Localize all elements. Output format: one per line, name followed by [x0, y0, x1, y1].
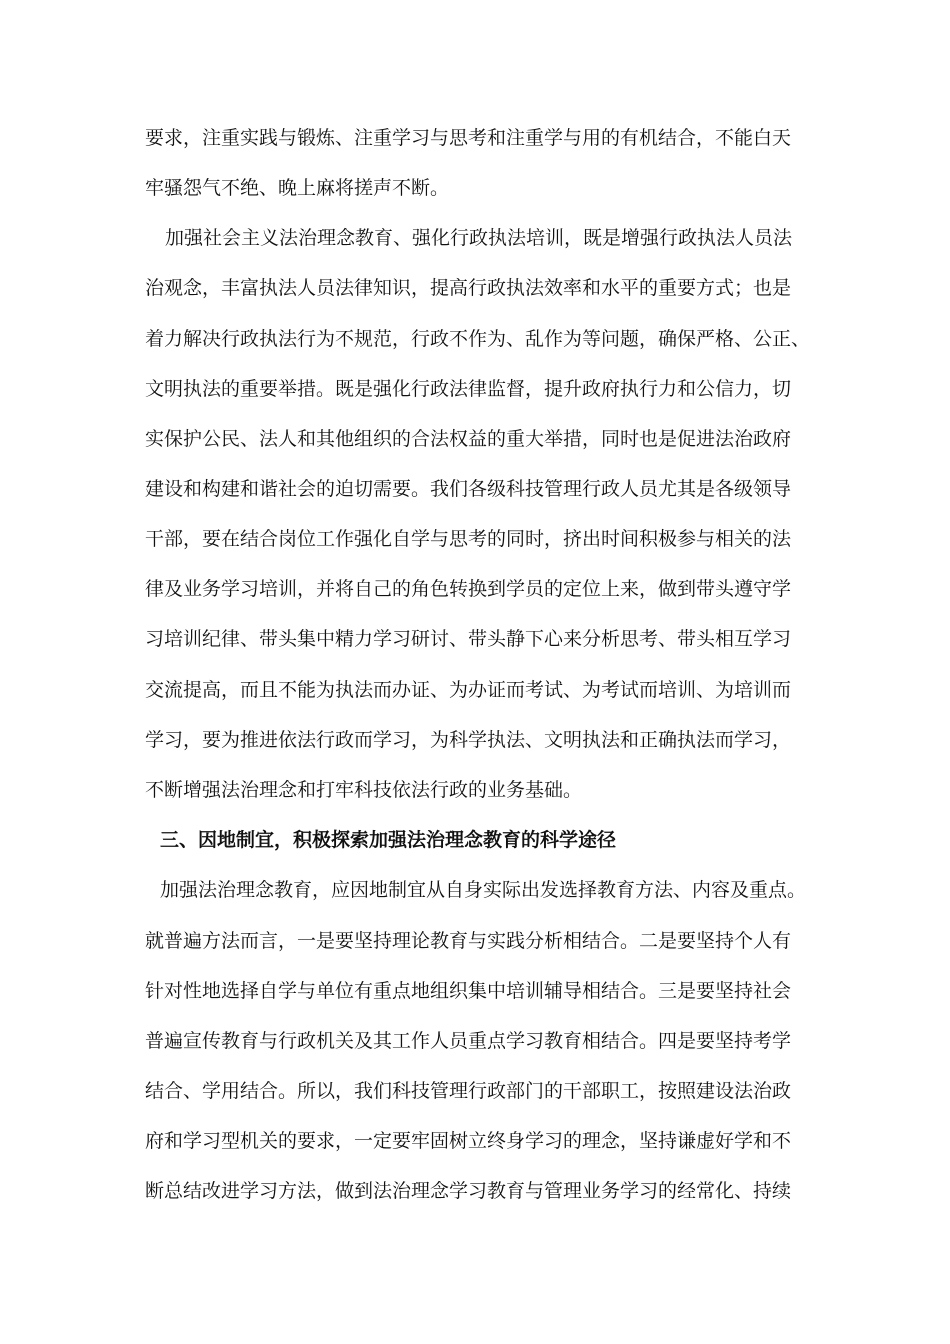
- paragraph-line: 建设和构建和谐社会的迫切需要。我们各级科技管理行政人员尤其是各级领导: [145, 478, 792, 500]
- paragraph-line: 加强法治理念教育，应因地制宜从自身实际出发选择教育方法、内容及重点。: [160, 879, 807, 901]
- paragraph-line: 律及业务学习培训，并将自己的角色转换到学员的定位上来，做到带头遵守学: [145, 578, 792, 600]
- paragraph-line: 学习，要为推进依法行政而学习，为科学执法、文明执法和正确执法而学习，: [145, 729, 792, 751]
- section-heading: 三、因地制宜，积极探索加强法治理念教育的科学途径: [160, 829, 617, 851]
- paragraph-line: 断总结改进学习方法，做到法治理念学习教育与管理业务学习的经常化、持续: [145, 1180, 792, 1202]
- paragraph-line: 实保护公民、法人和其他组织的合法权益的重大举措，同时也是促进法治政府: [145, 428, 792, 450]
- paragraph-line: 就普遍方法而言，一是要坚持理论教育与实践分析相结合。二是要坚持个人有: [145, 930, 792, 952]
- paragraph-line: 加强社会主义法治理念教育、强化行政执法培训，既是增强行政执法人员法: [165, 227, 793, 249]
- paragraph-line: 干部，要在结合岗位工作强化自学与思考的同时，挤出时间积极参与相关的法: [145, 528, 792, 550]
- paragraph-line: 着力解决行政执法行为不规范，行政不作为、乱作为等问题，确保严格、公正、: [145, 328, 811, 350]
- paragraph-line: 结合、学用结合。所以，我们科技管理行政部门的干部职工，按照建设法治政: [145, 1080, 792, 1102]
- paragraph-line: 牢骚怨气不绝、晚上麻将搓声不断。: [145, 177, 450, 199]
- paragraph-line: 要求，注重实践与锻炼、注重学习与思考和注重学与用的有机结合，不能白天: [145, 127, 792, 149]
- paragraph-line: 针对性地选择自学与单位有重点地组织集中培训辅导相结合。三是要坚持社会: [145, 980, 792, 1002]
- paragraph-line: 习培训纪律、带头集中精力学习研讨、带头静下心来分析思考、带头相互学习: [145, 628, 792, 650]
- paragraph-line: 不断增强法治理念和打牢科技依法行政的业务基础。: [145, 779, 583, 801]
- paragraph-line: 交流提高，而且不能为执法而办证、为办证而考试、为考试而培训、为培训而: [145, 679, 792, 701]
- paragraph-line: 治观念，丰富执法人员法律知识，提高行政执法效率和水平的重要方式；也是: [145, 277, 792, 299]
- paragraph-line: 普遍宣传教育与行政机关及其工作人员重点学习教育相结合。四是要坚持考学: [145, 1030, 792, 1052]
- paragraph-line: 文明执法的重要举措。既是强化行政法律监督，提升政府执行力和公信力，切: [145, 378, 792, 400]
- paragraph-line: 府和学习型机关的要求，一定要牢固树立终身学习的理念，坚持谦虚好学和不: [145, 1130, 792, 1152]
